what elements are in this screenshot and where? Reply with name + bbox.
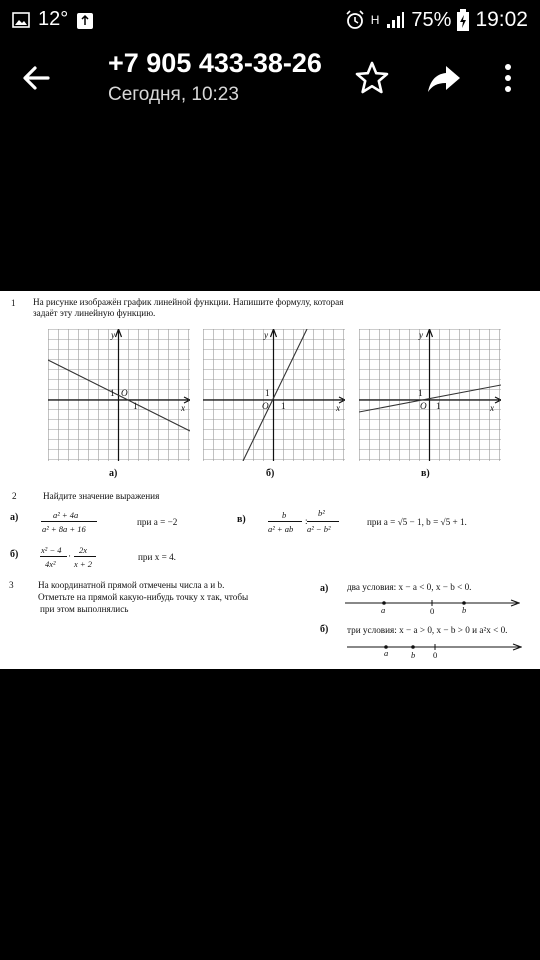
fraction-bar	[307, 521, 339, 522]
task3-a-conditions: два условия: x − a < 0, x − b < 0.	[347, 582, 472, 592]
task2-v-numerator2: b²	[318, 508, 325, 518]
graph-v-origin: O	[420, 401, 427, 411]
task3-text-line2: Отметьте на прямой какую-нибудь точку x так, чтобы	[38, 592, 249, 602]
task2-a-condition: при a = −2	[137, 517, 178, 527]
number-line-b-zero: 0	[433, 650, 438, 660]
task2-title: Найдите значение выражения	[43, 491, 160, 501]
task3-number: 3	[9, 580, 14, 590]
battery-percent: 75%	[411, 8, 452, 31]
alarm-icon	[345, 10, 365, 30]
graph-a-x-label: x	[181, 403, 186, 413]
graph-b-y-label: y	[264, 330, 269, 340]
task2-v-denominator1: a² + ab	[268, 524, 294, 534]
status-bar	[0, 0, 540, 38]
battery-charging-icon	[457, 9, 469, 31]
task2-b-denominator1: 4x²	[45, 559, 56, 569]
task2-a-denominator: a² + 8a + 16	[42, 524, 86, 534]
graph-v-y-label: y	[419, 330, 424, 340]
task2-b-label: б)	[10, 549, 19, 560]
graph-a-label: а)	[109, 468, 118, 479]
gallery-icon	[12, 12, 30, 28]
number-line-b-point-a: a	[384, 648, 389, 658]
task2-b-denominator2: x + 2	[74, 559, 93, 569]
status-left	[12, 8, 94, 31]
recycle-icon	[76, 10, 94, 30]
task2-v-denominator2: a² − b²	[307, 524, 331, 534]
graph-v-x-label: x	[490, 403, 495, 413]
contact-title: +7 905 433-38-26	[108, 48, 322, 78]
task2-v-operator: :	[305, 516, 308, 526]
clock-text: 19:02	[475, 8, 528, 31]
graph-b-one-y: 1	[265, 388, 270, 398]
graph-a-one-y: 1	[110, 388, 115, 398]
graph-v	[359, 329, 501, 461]
message-date: Сегодня, 10:23	[108, 84, 239, 105]
graph-b-one-x: 1	[281, 401, 286, 411]
task2-number: 2	[12, 491, 17, 501]
network-type-label: H	[370, 13, 380, 27]
graph-a-one-x: 1	[133, 401, 138, 411]
graph-v-label: в)	[421, 468, 430, 479]
graph-b-label: б)	[266, 468, 275, 479]
task3-a-label: а)	[320, 583, 329, 594]
task3-b-label: б)	[320, 624, 329, 635]
task1-number: 1	[11, 298, 16, 308]
task2-b-condition: при x = 4.	[138, 552, 176, 562]
task2-a-numerator: a² + 4a	[53, 510, 79, 520]
task2-b-numerator2: 2x	[79, 545, 88, 555]
fraction-bar	[41, 521, 97, 522]
signal-icon	[385, 11, 405, 29]
fraction-bar	[268, 521, 302, 522]
number-line-b-point-b: b	[411, 650, 416, 660]
arrow-back-icon[interactable]	[18, 60, 54, 96]
graph-v-one-y: 1	[418, 388, 423, 398]
graph-b	[203, 329, 345, 461]
more-vert-icon[interactable]	[488, 58, 528, 98]
graph-v-one-x: 1	[436, 401, 441, 411]
fraction-bar	[40, 556, 67, 557]
star-icon[interactable]	[352, 58, 392, 98]
task3-text-line3: при этом выполнялись	[40, 604, 129, 614]
number-line-a-zero: 0	[430, 606, 435, 616]
share-icon[interactable]	[424, 58, 464, 98]
app-bar	[0, 38, 540, 128]
task1-text-line2: задаёт эту линейную функцию.	[33, 308, 156, 318]
fraction-bar	[74, 556, 96, 557]
task3-text-line1: На координатной прямой отмечены числа a и b.	[38, 580, 225, 590]
graph-a	[48, 329, 190, 461]
temperature-text: 12°	[38, 8, 69, 30]
status-right	[345, 8, 528, 32]
graph-a-origin: O	[121, 388, 128, 398]
graph-b-origin: O	[262, 401, 269, 411]
task1-text-line1: На рисунке изображён график линейной функции. Напишите формулу, которая	[33, 297, 344, 307]
task2-v-numerator1: b	[282, 510, 287, 520]
task2-b-numerator1: x² − 4	[41, 545, 62, 555]
task2-v-label: в)	[237, 514, 246, 525]
graph-a-y-label: y	[111, 330, 116, 340]
task3-b-conditions: три условия: x − a > 0, x − b > 0 и a²x < 0.	[347, 625, 508, 635]
task2-b-operator: ·	[68, 551, 72, 561]
message-photo[interactable]	[0, 291, 540, 669]
task2-v-condition: при a = √5 − 1, b = √5 + 1.	[367, 517, 467, 527]
number-line-a-point-a: a	[381, 605, 386, 615]
graph-b-x-label: x	[336, 403, 341, 413]
number-line-a-point-b: b	[462, 605, 467, 615]
task2-a-label: а)	[10, 512, 19, 523]
